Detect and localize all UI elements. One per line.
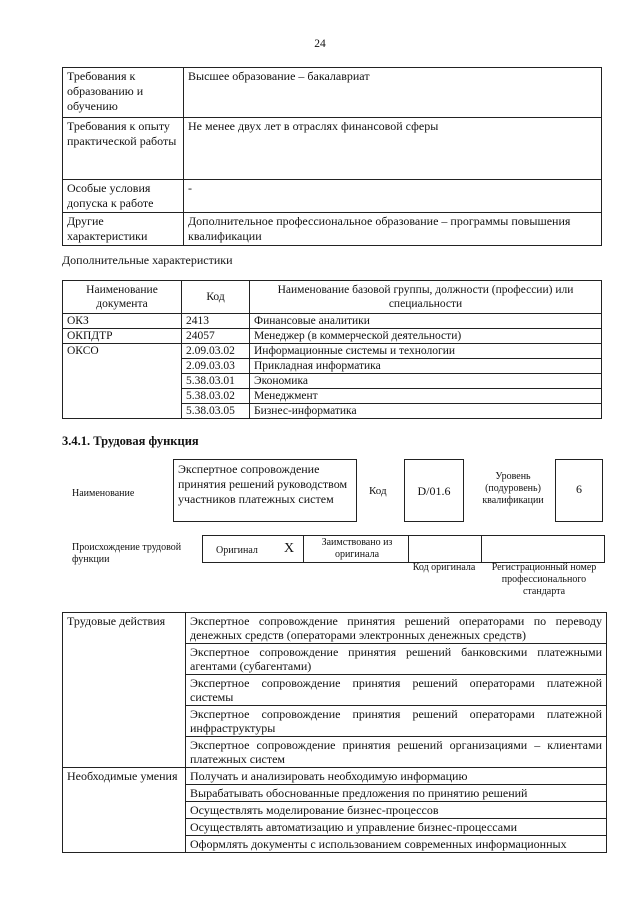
level-value: 6	[576, 482, 582, 496]
table-row	[63, 344, 602, 359]
original-mark: X	[284, 541, 295, 556]
function-code-box	[404, 459, 464, 522]
requirement-label: Особые условия допуска к работе	[63, 180, 184, 213]
action-item: Экспертное сопровождение принятия решений операторами по переводу денежных средств (операторами электронных денежных средств)	[186, 613, 607, 644]
code-cell: 5.38.03.02	[182, 389, 250, 404]
action-item: Экспертное сопровождение принятия решений операторами платежной системы	[186, 675, 607, 706]
table-row	[63, 68, 602, 118]
divider	[481, 535, 482, 563]
name-cell: Информационные системы и технологии	[250, 344, 602, 359]
doc-cell: ОКСО	[63, 344, 182, 419]
table-row	[63, 329, 602, 344]
name-label: Наименование	[72, 488, 135, 499]
function-code-value: D/01.6	[417, 484, 451, 498]
action-item: Экспертное сопровождение принятия решений банковскими платежными агентами (субагентами)	[186, 644, 607, 675]
code-cell: 24057	[182, 329, 250, 344]
code-cell: 2413	[182, 314, 250, 329]
function-name-box	[173, 459, 357, 522]
level-box	[555, 459, 603, 522]
additional-characteristics-title: Дополнительные характеристики	[62, 253, 233, 267]
table-row	[63, 314, 602, 329]
actions-table	[62, 612, 607, 853]
requirement-label: Требования к образованию и обучению	[63, 68, 184, 118]
column-header: Наименование базовой группы, должности (профессии) или специальности	[250, 281, 602, 314]
name-cell: Менеджер (в коммерческой деятельности)	[250, 329, 602, 344]
classifier-table	[62, 280, 602, 419]
requirements-table	[62, 67, 602, 246]
table-row	[63, 213, 602, 246]
divider	[408, 535, 409, 563]
column-header: Наименование документа	[63, 281, 182, 314]
doc-cell: ОКПДТР	[63, 329, 182, 344]
table-header-row	[63, 281, 602, 314]
requirement-value: Не менее двух лет в отраслях финансовой сферы	[184, 118, 602, 180]
column-header: Код	[182, 281, 250, 314]
action-item: Экспертное сопровождение принятия решений организациями – клиентами платежных систем	[186, 737, 607, 768]
divider	[303, 535, 304, 563]
requirement-value: Дополнительное профессиональное образование – программы повышения квалификации	[184, 213, 602, 246]
name-cell: Менеджмент	[250, 389, 602, 404]
code-cell: 2.09.03.03	[182, 359, 250, 374]
requirement-label: Требования к опыту практической работы	[63, 118, 184, 180]
skill-item: Получать и анализировать необходимую информацию	[186, 768, 607, 785]
skill-item: Осуществлять автоматизацию и управление бизнес-процессами	[186, 819, 607, 836]
table-row	[63, 180, 602, 213]
origin-label: Происхождение трудовой функции	[72, 542, 182, 565]
skill-item: Осуществлять моделирование бизнес-процессов	[186, 802, 607, 819]
section-title: 3.4.1. Трудовая функция	[62, 434, 199, 448]
requirement-value: -	[184, 180, 602, 213]
skill-item: Оформлять документы с использованием современных информационных	[186, 836, 607, 853]
table-row	[63, 118, 602, 180]
level-label: Уровень (подуровень) квалификации	[482, 471, 544, 506]
code-original-caption: Код оригинала	[412, 562, 476, 573]
code-cell: 5.38.03.01	[182, 374, 250, 389]
table-row	[63, 613, 607, 644]
requirement-label: Другие характеристики	[63, 213, 184, 246]
action-item: Экспертное сопровождение принятия решений операторами платежной инфраструктуры	[186, 706, 607, 737]
requirement-value: Высшее образование – бакалавриат	[184, 68, 602, 118]
page-number: 24	[314, 38, 326, 50]
code-cell: 5.38.03.05	[182, 404, 250, 419]
doc-cell: ОКЗ	[63, 314, 182, 329]
name-cell: Прикладная информатика	[250, 359, 602, 374]
name-cell: Бизнес-информатика	[250, 404, 602, 419]
name-cell: Экономика	[250, 374, 602, 389]
table-row	[63, 768, 607, 785]
name-cell: Финансовые аналитики	[250, 314, 602, 329]
code-label: Код	[369, 485, 387, 497]
actions-label: Трудовые действия	[63, 613, 186, 768]
reg-number-caption: Регистрационный номер профессионального стандарта	[491, 562, 597, 597]
skills-label: Необходимые умения	[63, 768, 186, 853]
original-label: Оригинал	[216, 545, 258, 556]
borrowed-label: Заимствовано из оригинала	[321, 537, 393, 560]
function-name-value: Экспертное сопровождение принятия решений руководством участников платежных систем	[178, 462, 348, 506]
skill-item: Вырабатывать обоснованные предложения по принятию решений	[186, 785, 607, 802]
code-cell: 2.09.03.02	[182, 344, 250, 359]
